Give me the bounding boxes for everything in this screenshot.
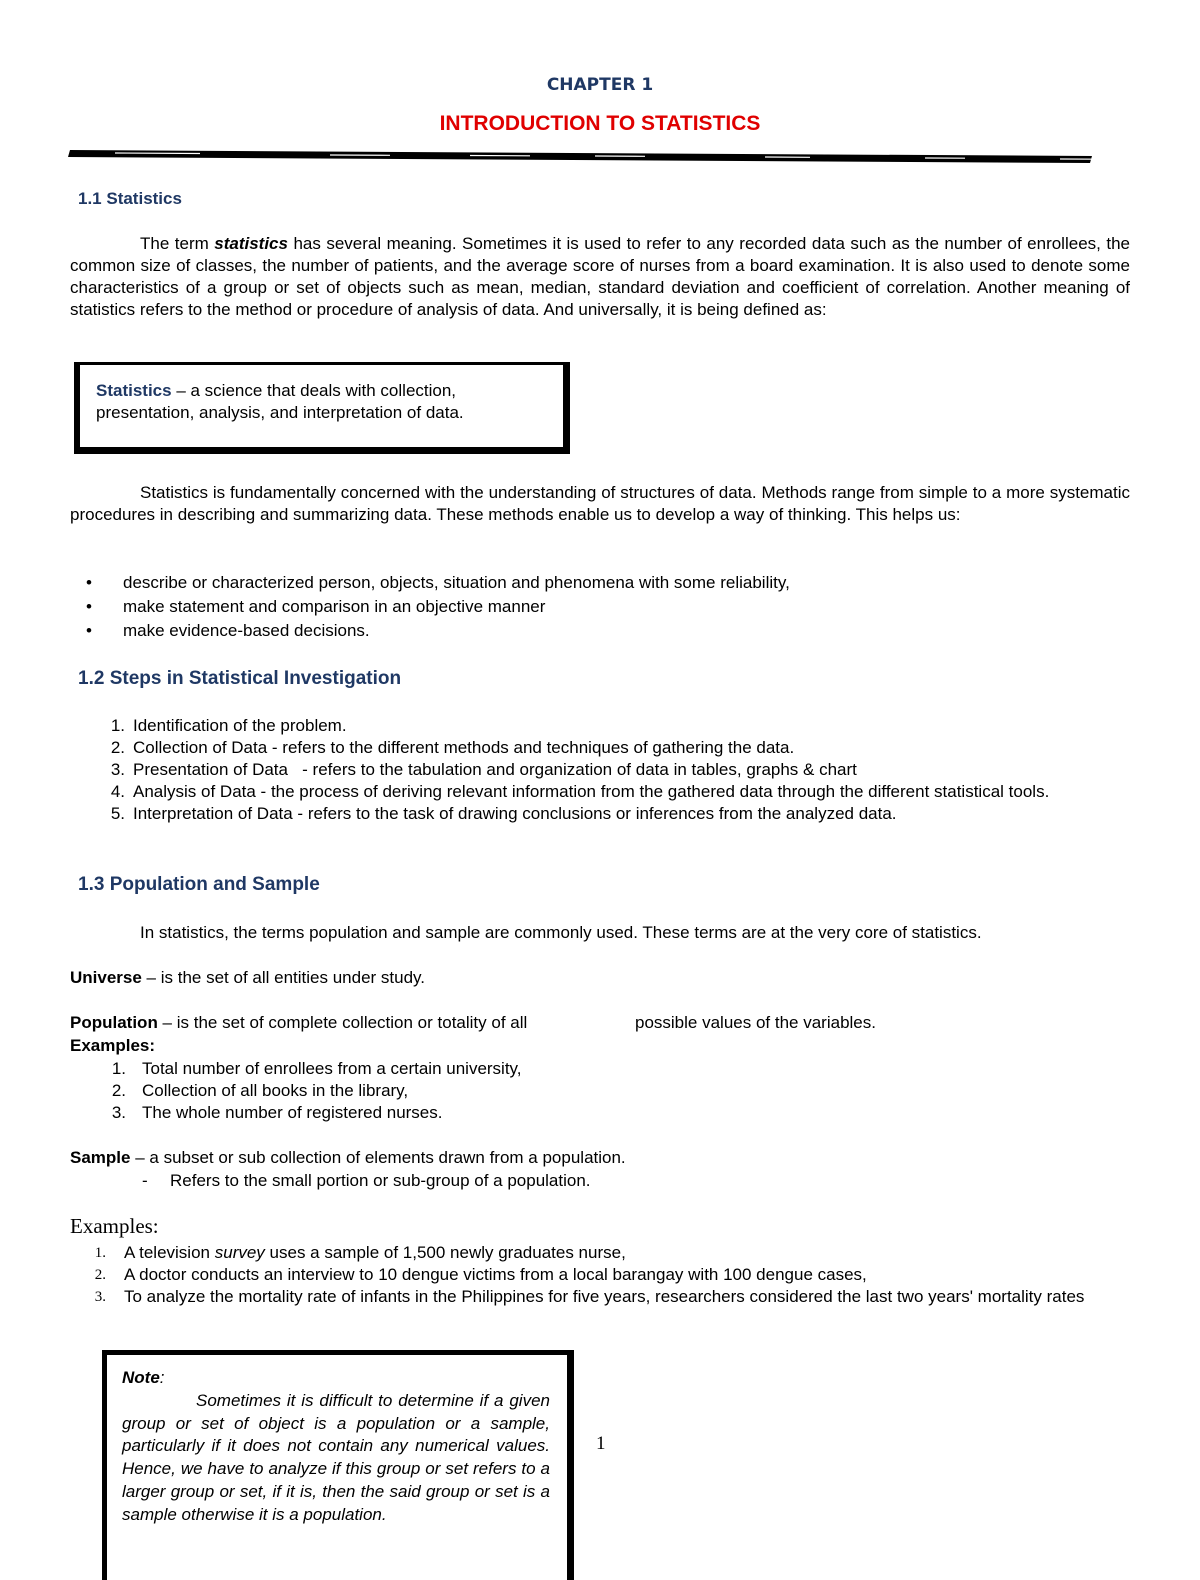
section-1-1-heading: 1.1 Statistics [78, 188, 182, 210]
chapter-title: INTRODUCTION TO STATISTICS [0, 111, 1200, 137]
examples-label: Examples: [70, 1035, 155, 1057]
list-item: • make statement and comparison in an objective manner [86, 596, 790, 620]
sample-dash: - [142, 1170, 148, 1192]
page-number: 1 [596, 1433, 606, 1455]
bullet-icon: • [86, 572, 92, 594]
note-text: Note: Sometimes it is difficult to determine if a given group or set of object is a population or a sample, particularly if it does not contain any numerical values. Hence, we have to analyze if this group or set refers to a larger group or set, if it is, then the said group or set is a sample otherwise it is a population. [122, 1367, 550, 1527]
bullet-list [86, 572, 790, 644]
chapter-label: CHAPTER 1 [0, 74, 1200, 96]
list-item: 3. The whole number of registered nurses. [142, 1102, 1042, 1124]
section-1-3-intro: In statistics, the terms population and sample are commonly used. These terms are at the very core of statistics. [70, 922, 1130, 944]
sample-subpoint: Refers to the small portion or sub-group of a population. [170, 1170, 591, 1192]
list-item: 3. To analyze the mortality rate of infants in the Philippines for five years, researchers considered the last two years' mortality rates [124, 1286, 1130, 1308]
list-item: 3. Presentation of Data - refers to the tabulation and organization of data in tables, graphs & chart [133, 759, 1133, 781]
list-item: • make evidence-based decisions. [86, 620, 790, 644]
population-examples [142, 1058, 1042, 1124]
population-definition-cont: possible values of the variables. [635, 1012, 876, 1034]
list-item: 4. Analysis of Data - the process of deriving relevant information from the gathered data through the different statistical tools. [133, 781, 1133, 803]
term-statistics: statistics [214, 234, 288, 253]
list-item: 1. Total number of enrollees from a certain university, [142, 1058, 1042, 1080]
section-1-2-heading: 1.2 Steps in Statistical Investigation [78, 668, 401, 690]
section-1-1-paragraph: The term statistics has several meaning. Sometimes it is used to refer to any recorded data such as the number of enrollees, the common size of classes, the number of patients, and the average score of nurses from a board examination. It is also used to denote some characteristics of a group or set of objects such as mean, median, standard deviation and coefficient of correlation. Another meaning of statistics refers to the method or procedure of analysis of data. And universally, it is being defined as: [70, 233, 1130, 321]
note-label: Note [122, 1368, 160, 1387]
list-item: 2. Collection of Data - refers to the different methods and techniques of gathering the data. [133, 737, 1133, 759]
list-item: • describe or characterized person, objects, situation and phenomena with some reliability, [86, 572, 790, 596]
sample-examples [124, 1242, 1130, 1308]
examples-label-2: Examples: [70, 1214, 159, 1238]
section-1-1-paragraph-2: Statistics is fundamentally concerned with the understanding of structures of data. Methods range from simple to a more systematic procedures in describing and summarizing data. These methods enable us to develop a way of thinking. This helps us: [70, 482, 1130, 526]
list-item: 2. Collection of all books in the library, [142, 1080, 1042, 1102]
definition-text: Statistics – a science that deals with collection, presentation, analysis, and interpretation of data. [96, 380, 556, 424]
universe-definition: Universe – is the set of all entities under study. [70, 967, 425, 989]
population-definition: Population – is the set of complete collection or totality of all [70, 1012, 527, 1034]
list-item: 2. A doctor conducts an interview to 10 dengue victims from a local barangay with 100 dengue cases, [124, 1264, 1130, 1286]
section-1-3-heading: 1.3 Population and Sample [78, 874, 320, 896]
list-item: 5. Interpretation of Data - refers to the task of drawing conclusions or inferences from the analyzed data. [133, 803, 1133, 825]
list-item: 1. A television survey uses a sample of 1,500 newly graduates nurse, [124, 1242, 1130, 1264]
bullet-icon: • [86, 620, 92, 642]
header-divider [60, 148, 1100, 168]
sample-definition: Sample – a subset or sub collection of elements drawn from a population. [70, 1147, 626, 1169]
bullet-icon: • [86, 596, 92, 618]
list-item: 1. Identification of the problem. [133, 715, 1133, 737]
steps-list [133, 715, 1133, 825]
